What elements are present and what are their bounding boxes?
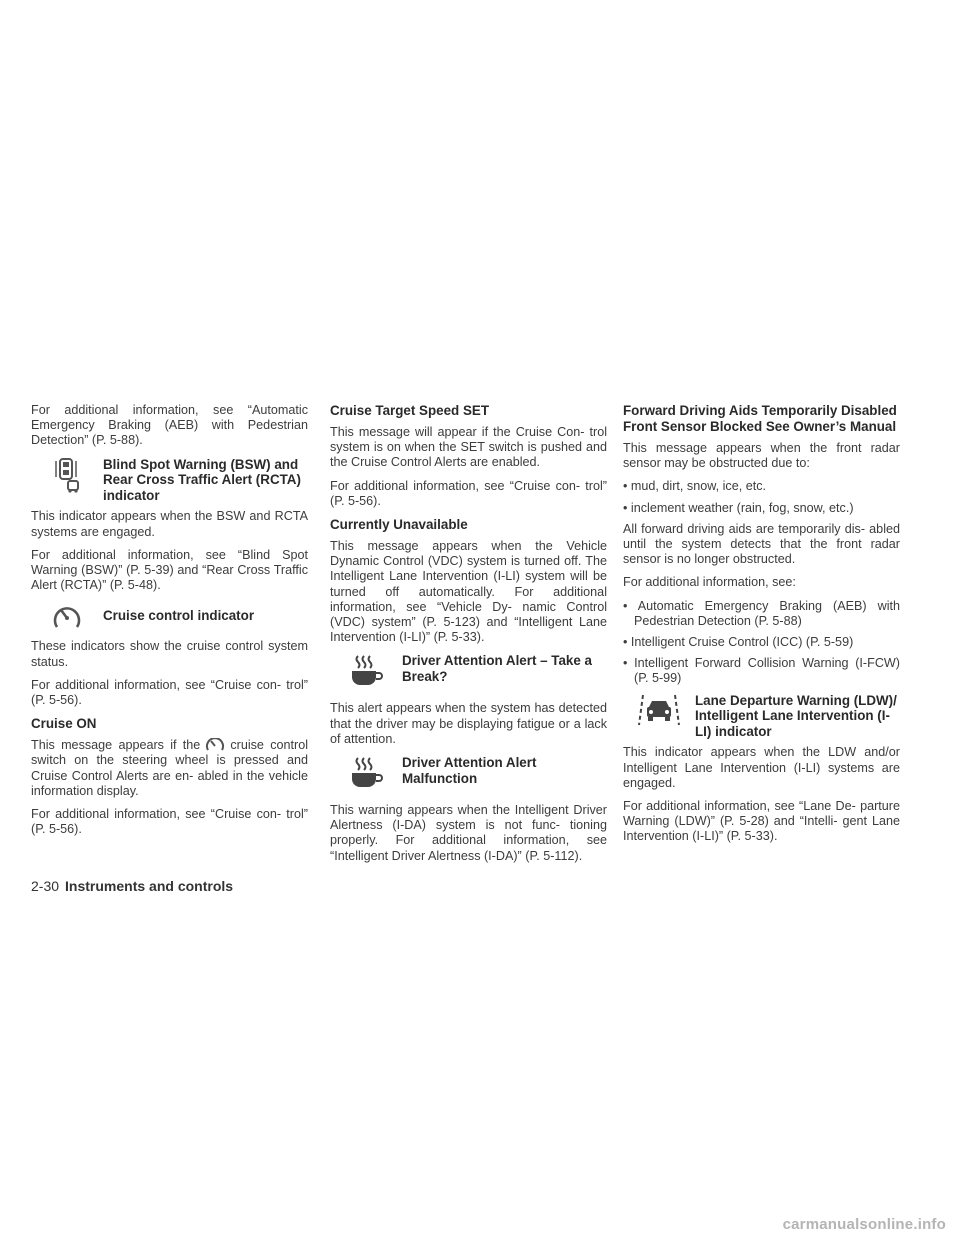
- list-item: • inclement weather (rain, fog, snow, etc.): [623, 501, 900, 516]
- cruise-speedometer-icon: [31, 601, 103, 633]
- ldw-paragraph-2: For additional information, see “Lane De- parture Warning (LDW)” (P. 5-28) and “Intelli- gent Lane Intervention (I-LI)” (P. 5-33).: [623, 799, 900, 844]
- daam-indicator-block: [330, 755, 607, 797]
- target-speed-paragraph-1: This message will appear if the Cruise Con- trol system is on when the SET switch is pushed and the Cruise Control Alerts are enabled.: [330, 425, 607, 470]
- cruise-inline-icon: [204, 738, 226, 751]
- target-speed-heading: Cruise Target Speed SET: [330, 403, 489, 418]
- cruise-paragraph-1: These indicators show the cruise control system status.: [31, 639, 308, 669]
- cruise-on-heading: Cruise ON: [31, 716, 97, 732]
- ldw-paragraph-1: This indicator appears when the LDW and/or Intelligent Lane Intervention (I-LI) systems are engaged.: [623, 745, 900, 790]
- daa-indicator-block: [330, 653, 607, 695]
- column-3: [623, 403, 900, 853]
- bsw-indicator-block: [31, 457, 308, 504]
- page-footer: [31, 877, 233, 895]
- forward-aids-paragraph-2: All forward driving aids are temporarily dis- abled until the system detects that the front radar sensor is no longer obstructed.: [623, 521, 900, 567]
- unavailable-paragraph: This message appears when the Vehicle Dynamic Control (VDC) system is turned off. The Intelligent Lane Intervention (I-LI) system will be turned off automatically. For additional information, see “Vehicle Dy- namic Control (VDC) system” (P. 5-123) and “Intelligent Lane Intervention (I-LI)” (P. 5-33).: [330, 539, 607, 645]
- ldw-indicator-title: Lane Departure Warning (LDW)/ Intelligent Lane Intervention (I-LI) indicator: [695, 692, 897, 739]
- column-2: [330, 403, 607, 872]
- daam-indicator-title: Driver Attention Alert Malfunction: [402, 755, 537, 786]
- intro-paragraph: For additional information, see “Automatic Emergency Braking (AEB) with Pedestrian Detection” (P. 5-88).: [31, 403, 308, 448]
- cruise-on-text-b: cruise control switch on the steering wheel is pressed and Cruise Control Alerts are en- abled in the vehicle information display.: [31, 738, 308, 798]
- bsw-paragraph-2: For additional information, see “Blind Spot Warning (BSW)” (P. 5-39) and “Rear Cross Traffic Alert (RCTA)” (P. 5-48).: [31, 547, 308, 593]
- column-1: [31, 403, 308, 845]
- blind-spot-rcta-icon: [31, 457, 103, 499]
- daa-indicator-title: Driver Attention Alert – Take a Break?: [402, 653, 592, 685]
- obstruction-list: [623, 479, 900, 515]
- list-item: • mud, dirt, snow, ice, etc.: [623, 479, 900, 494]
- cruise-paragraph-2: For additional information, see “Cruise con- trol” (P. 5-56).: [31, 677, 308, 708]
- lane-departure-icon: [623, 693, 695, 735]
- section-title: Instruments and controls: [65, 878, 234, 894]
- cruise-indicator-title: Cruise control indicator: [103, 608, 255, 624]
- list-item: • Intelligent Cruise Control (ICC) (P. 5-59): [623, 635, 900, 650]
- cruise-on-paragraph-1: [31, 738, 308, 799]
- daa-paragraph: This alert appears when the system has detected that the driver may be displaying fatigue or a lack of attention.: [330, 701, 607, 746]
- ldw-indicator-block: [623, 693, 900, 740]
- unavailable-heading: Currently Unavailable: [330, 517, 468, 533]
- target-speed-paragraph-2: For additional information, see “Cruise con- trol” (P. 5-56).: [330, 478, 607, 508]
- coffee-cup-icon: [330, 653, 402, 695]
- list-item: • Automatic Emergency Braking (AEB) with Pedestrian Detection (P. 5-88): [623, 599, 900, 629]
- forward-aids-heading: Forward Driving Aids Temporarily Disabled Front Sensor Blocked See Owner’s Manual: [623, 403, 897, 434]
- watermark: carmanualsonline.info: [782, 1216, 946, 1233]
- bsw-indicator-title: Blind Spot Warning (BSW) and Rear Cross Traffic Alert (RCTA) indicator: [103, 456, 301, 503]
- daam-paragraph: This warning appears when the Intelligent Driver Alertness (I-DA) system is not func- tioning properly. For additional information, see “Intelligent Driver Alertness (I-DA)” (P. 5-112).: [330, 803, 607, 863]
- cruise-on-paragraph-2: For additional information, see “Cruise con- trol” (P. 5-56).: [31, 807, 308, 837]
- list-item: • Intelligent Forward Collision Warning (I-FCW) (P. 5-99): [623, 656, 900, 686]
- cruise-indicator-block: [31, 601, 308, 633]
- forward-aids-paragraph-3: For additional information, see:: [623, 575, 796, 590]
- coffee-cup-icon: [330, 755, 402, 797]
- forward-aids-paragraph-1: This message appears when the front radar sensor may be obstructed due to:: [623, 441, 900, 471]
- page-number: 2-30: [31, 878, 60, 894]
- reference-list: [623, 599, 900, 687]
- bsw-paragraph-1: This indicator appears when the BSW and RCTA systems are engaged.: [31, 509, 308, 539]
- cruise-on-text-a: This message appears if the: [31, 738, 201, 753]
